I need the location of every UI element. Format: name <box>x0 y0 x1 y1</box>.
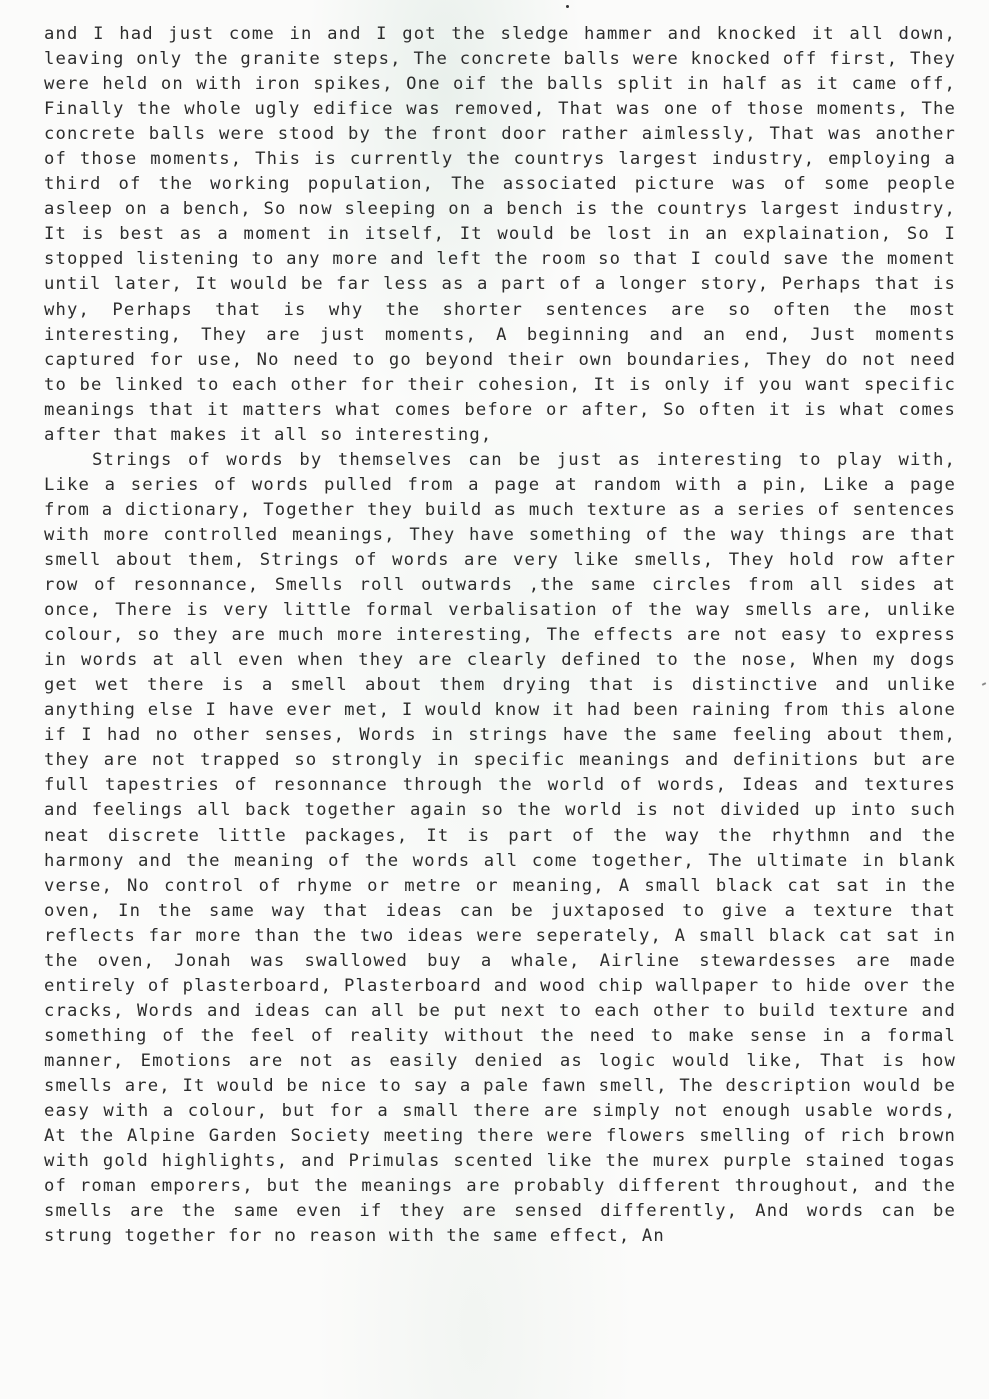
page-speck <box>566 5 569 8</box>
paragraph-2: Strings of words by themselves can be just as interesting to play with, Like a series of words pulled from a page at random with a pin, Like a page from a dictionary, Together they build as much texture as a series of sentences with more controlled meanings, They have something of the way things are that smell about them, Strings of words are very like smells, They hold row after row of resonnance, Smells roll outwards ,the same circles from all sides at once, There is very little formal verbalisation of the way smells are, unlike colour, so they are much more interesting, The effects are not easy to express in words at all even when they are clearly defined to the nose, When my dogs get wet there is a smell about them drying that is distinctive and unlike anything else I have ever met, I would know it had been raining from this alone if I had no other senses, Words in strings have the same feeling about them, they are not trapped so strongly in specific meanings and definitions but are full tapestries of resonnance through the world of words, Ideas and textures and feelings all back together again so the world is not divided up into such neat discrete little packages, It is part of the way the rhythmn and the harmony and the meaning of the words all come together, The ultimate in blank verse, No control of rhyme or metre or meaning, A small black cat sat in the oven, In the same way that ideas can be juxtaposed to give a texture that reflects far more than the two ideas were seperately, A small black cat sat in the oven, Jonah was swallowed buy a whale, Airline stewardesses are made entirely of plasterboard, Plasterboard and wood chip wallpaper to hide over the cracks, Words and ideas can all be put next to each other to build texture and something of the feel of reality without the need to make sense in a formal manner, Emotions are not as easily denied as logic would like, That is how smells are, It would be nice to say a pale fawn smell, The description would be easy with a colour, but for a small there are simply not enough usable words, At the Alpine Garden Society meeting there were flowers smelling of rich brown with gold highlights, and Primulas scented like the murex purple stained togas of roman emporers, but the meanings are probably different throughout, and the smells are the same even if they are sensed differently, And words can be strung together for no reason with the same effect, An <box>44 449 956 1247</box>
typed-text-body <box>44 22 956 1249</box>
paragraph-1: and I had just come in and I got the sledge hammer and knocked it all down, leaving only the granite steps, The concrete balls were knocked off first, They were held on with iron spikes, One oif the balls split in half as it came off, Finally the whole ugly edifice was removed, That was one of those moments, The concrete balls were stood by the front door rather aimlessly, That was another of those moments, This is currently the countrys largest industry, employing a third of the working population, The associated picture was of some people asleep on a bench, So now sleeping on a bench is the countrys largest industry, It is best as a moment in itself, It would be lost in an explaination, So I stopped listening to any more and left the room so that I could save the moment until later, It would be far less as a part of a longer story, Perhaps that is why, Perhaps that is why the shorter sentences are so often the most interesting, They are just moments, A beginning and an end, Just moments captured for use, No need to go beyond their own boundaries, They do not need to be linked to each other for their cohesion, It is only if you want specific meanings that it matters what comes before or after, So often it is what comes after that makes it all so interesting, <box>44 24 956 445</box>
margin-mark <box>982 682 986 686</box>
